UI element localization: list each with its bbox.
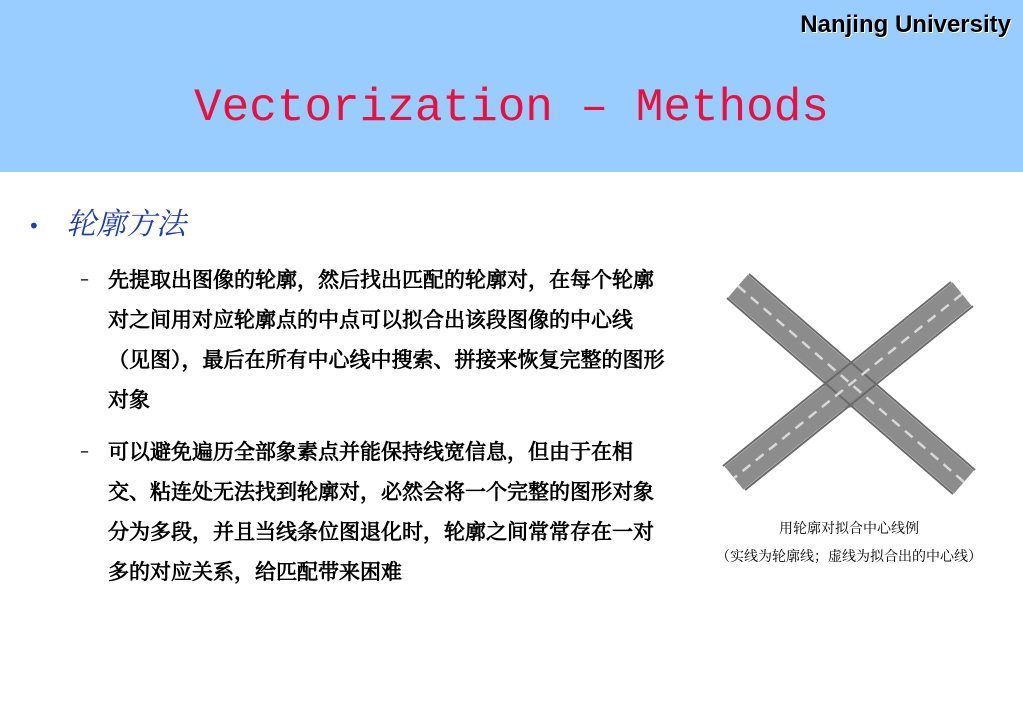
slide-title: Vectorization – Methods <box>194 82 829 134</box>
bullet-heading <box>28 205 186 246</box>
figure-caption-note: （实线为轮廓线；虚线为拟合出的中心线） <box>716 549 982 565</box>
bullet-dot-icon: • <box>28 213 40 238</box>
bullet-heading-text: 轮廓方法 <box>66 207 186 242</box>
x-shape-image <box>723 274 975 494</box>
dash-icon: – <box>80 441 89 462</box>
figure-caption-title: 用轮廓对拟合中心线例 <box>779 521 919 537</box>
sub-item-2 <box>80 432 670 592</box>
university-name: Nanjing University <box>800 11 1011 38</box>
contour-centerline-figure <box>718 272 980 508</box>
sub-item-1 <box>80 260 670 420</box>
dash-icon: – <box>80 269 89 290</box>
sub-item-text: 先提取出图像的轮廓，然后找出匹配的轮廓对，在每个轮廓对之间用对应轮廓点的中点可以拟合出该段图像的中心线（见图），最后在所有中心线中搜索、拼接来恢复完整的图形对象 <box>108 268 665 412</box>
sub-item-text: 可以避免遍历全部象素点并能保持线宽信息，但由于在相交、粘连处无法找到轮廓对，必然会将一个完整的图形对象分为多段，并且当线条位图退化时，轮廓之间常常存在一对多的对应关系，给匹配带来困难 <box>108 440 654 584</box>
header-banner <box>0 0 1023 172</box>
